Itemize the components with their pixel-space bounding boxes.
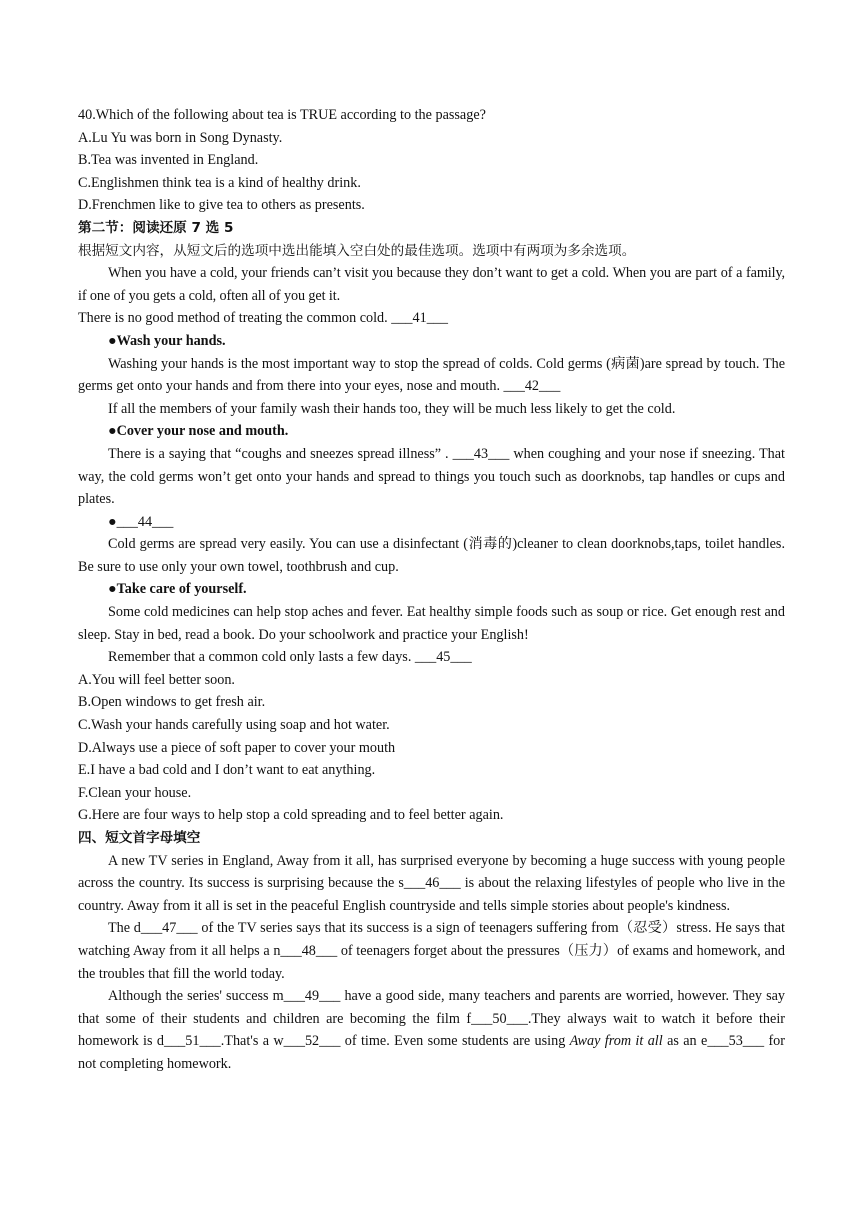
q40-option-d: D.Frenchmen like to give tea to others as presents.: [78, 197, 365, 214]
section2-option-f: F.Clean your house.: [78, 784, 192, 801]
passage-paragraph: [78, 985, 785, 1075]
passage-subheading: ●___44___: [108, 513, 174, 530]
section2-option-e: E.I have a bad cold and I don’t want to eat anything.: [78, 762, 376, 779]
section2-option-g: G.Here are four ways to help stop a cold spreading and to feel better again.: [78, 807, 504, 824]
section2-title: 第二节：阅读还原 7 选 5: [78, 219, 234, 236]
question-40: 40.Which of the following about tea is TRUE according to the passage?: [78, 107, 486, 123]
q40-option-c: C.Englishmen think tea is a kind of healthy drink.: [78, 174, 361, 191]
section2-option-d: D.Always use a piece of soft paper to cover your mouth: [78, 739, 396, 756]
passage-paragraph: Cold germs are spread very easily. You can use a disinfectant (消毒的)cleaner to clean doorknobs,taps, toilet handles. Be sure to use only your own towel, toothbrush and cup.: [78, 536, 785, 575]
paragraph-text: Although the series' success m___49___ have a good side, many teachers and parents are worried, however. They say that some of their students and children are becoming the film f___50___.They always wait to watch it before their homework is d___51___.That's a w___52___ of time. Even some students are using: [78, 988, 785, 1050]
series-title-italic: Away from it all: [569, 1033, 663, 1050]
passage-paragraph: The d___47___ of the TV series says that its success is a sign of teenagers suffering from（忍受）stress. He says that watching Away from it all helps a n___48___ of teenagers forget about the pressures（压力）of exams and homework, and the troubles that fill the world today.: [78, 920, 785, 982]
q40-option-b: B.Tea was invented in England.: [78, 152, 259, 169]
passage-paragraph: Washing your hands is the most important way to stop the spread of colds. Cold germs (病菌)are spread by touch. The germs get onto your hands and from there into your eyes, nose and mouth. ___42___: [78, 355, 785, 395]
passage-paragraph: Remember that a common cold only lasts a few days. ___45___: [108, 649, 472, 666]
passage-paragraph: If all the members of your family wash their hands too, they will be much less likely to get the cold.: [108, 400, 676, 417]
section2-instruction: 根据短文内容，从短文后的选项中选出能填入空白处的最佳选项。选项中有两项为多余选项。: [78, 242, 636, 259]
passage-subheading: ●Take care of yourself.: [108, 581, 247, 598]
q40-option-a: A.Lu Yu was born in Song Dynasty.: [78, 129, 283, 146]
document-page: [78, 104, 785, 1076]
passage-subheading: ●Cover your nose and mouth.: [108, 423, 289, 440]
passage-paragraph: Some cold medicines can help stop aches and fever. Eat healthy simple foods such as soup or rice. Get enough rest and sleep. Stay in bed, read a book. Do your schoolwork and practice your English!: [78, 604, 785, 643]
passage-paragraph: There is a saying that “coughs and sneezes spread illness” . ___43___ when coughing and your nose if sneezing. That way, the cold germs won’t get onto your hands and spread to things you touch such as doorknobs, tap handles or cups and plates.: [78, 445, 785, 508]
paragraph-text: as an e___53___ for not completing homework.: [78, 1033, 785, 1072]
passage-subheading: ●Wash your hands.: [108, 332, 226, 349]
passage-paragraph: A new TV series in England, Away from it all, has surprised everyone by becoming a huge success with young people across the country. Its success is surprising because the s___46___ is about the relaxing lifestyles of people who live in the country. Away from it all is set in the peaceful English countryside and tells simple stories about people's kindness.: [78, 852, 785, 914]
passage-paragraph: There is no good method of treating the common cold. ___41___: [78, 310, 448, 327]
section2-option-c: C.Wash your hands carefully using soap and hot water.: [78, 717, 390, 734]
passage-paragraph: When you have a cold, your friends can’t visit you because they don’t want to get a cold. When you are part of a family, if one of you gets a cold, often all of you get it.: [78, 265, 785, 304]
section2-option-b: B.Open windows to get fresh air.: [78, 694, 266, 711]
section2-option-a: A.You will feel better soon.: [78, 671, 235, 688]
section4-title: 四、短文首字母填空: [78, 830, 201, 846]
